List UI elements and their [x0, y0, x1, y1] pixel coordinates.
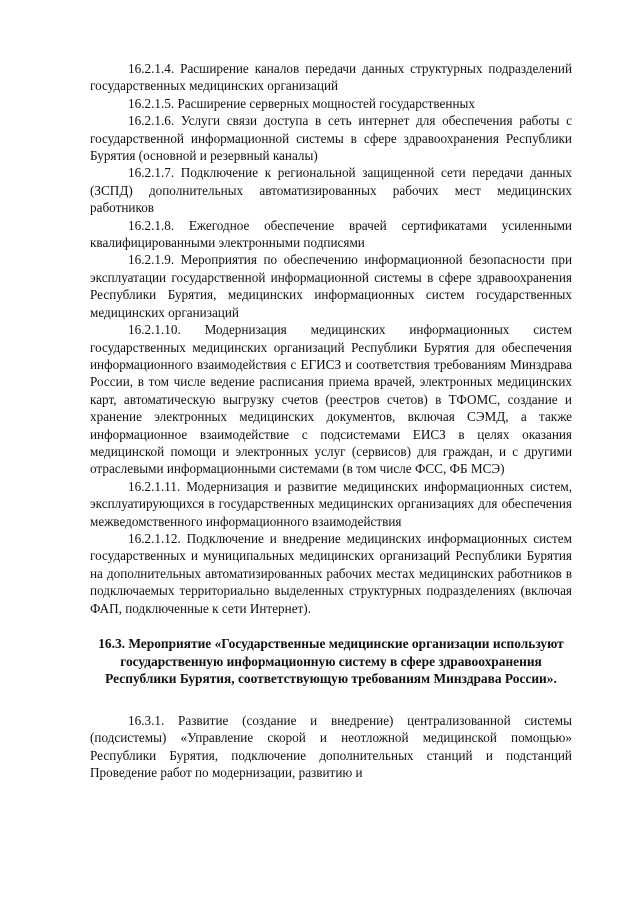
paragraph-16-2-1-12: 16.2.1.12. Подключение и внедрение медицинских информационных систем государственных и муниципальных медицинских организаций Республики Бурятия на дополнительных автоматизированных рабочих местах медицинских работников в подключаемых территориально выделенных структурных подразделениях (включая ФАП, подключенные к сети Интернет).: [90, 530, 572, 616]
paragraph-16-2-1-9: 16.2.1.9. Мероприятия по обеспечению информационной безопасности при эксплуатации государственной информационной системы в сфере здравоохранения Республики Бурятия, медицинских информационных систем государственных медицинских организаций: [90, 252, 572, 320]
paragraph-16-2-1-5: 16.2.1.5. Расширение серверных мощностей государственных: [128, 95, 475, 111]
paragraph-16-2-1-4: 16.2.1.4. Расширение каналов передачи данных структурных подразделений государственных медицинских организаций: [90, 61, 572, 94]
document-page: [90, 60, 572, 781]
paragraph-16-2-1-6: 16.2.1.6. Услуги связи доступа в сеть интернет для обеспечения работы с государственной информационной системы в сфере здравоохранения Республики Бурятия (основной и резервный каналы): [90, 113, 572, 164]
paragraph-16-2-1-8: 16.2.1.8. Ежегодное обеспечение врачей сертификатами усиленными квалифицированными электронными подписями: [90, 217, 572, 251]
paragraph-16-2-1-10: 16.2.1.10. Модернизация медицинских информационных систем государственных медицинских организаций Республики Бурятия для обеспечения информационного взаимодействия с ЕГИСЗ и соответствия требованиям Минздрава России, в том числе ведение расписания приема врачей, электронных медицинских карт, автоматическую выгрузку счетов (реестров счетов) в ТФОМС, создание и хранение электронных медицинских документов, включая СЭМД, а также информационное взаимодействие с подсистемами ЕИСЗ в целях оказания медицинской помощи и электронных услуг (сервисов) для граждан, и с другими отраслевыми информационными системами (в том числе ФСС, ФБ МСЭ): [90, 322, 572, 477]
section-heading-16-3: 16.3. Мероприятие «Государственные медицинские организации используют государственную информационную систему в сфере здравоохранения Республики Бурятия, соответствующую требованиям Минздрава России».: [98, 636, 564, 687]
paragraph-16-3-1: 16.3.1. Развитие (создание и внедрение) централизованной системы (подсистемы) «Управление скорой и неотложной медицинской помощью» Республики Бурятия, подключение дополнительных станций и подстанций Проведение работ по модернизации, развитию и: [90, 712, 572, 780]
paragraph-16-2-1-11: 16.2.1.11. Модернизация и развитие медицинских информационных систем, эксплуатирующихся в государственных медицинских организациях для обеспечения межведомственного информационного взаимодействия: [90, 478, 572, 529]
paragraph-16-2-1-7: 16.2.1.7. Подключение к региональной защищенной сети передачи данных (ЗСПД) дополнительных автоматизированных рабочих мест медицинских работников: [90, 165, 572, 216]
section-spacer: [90, 688, 572, 712]
